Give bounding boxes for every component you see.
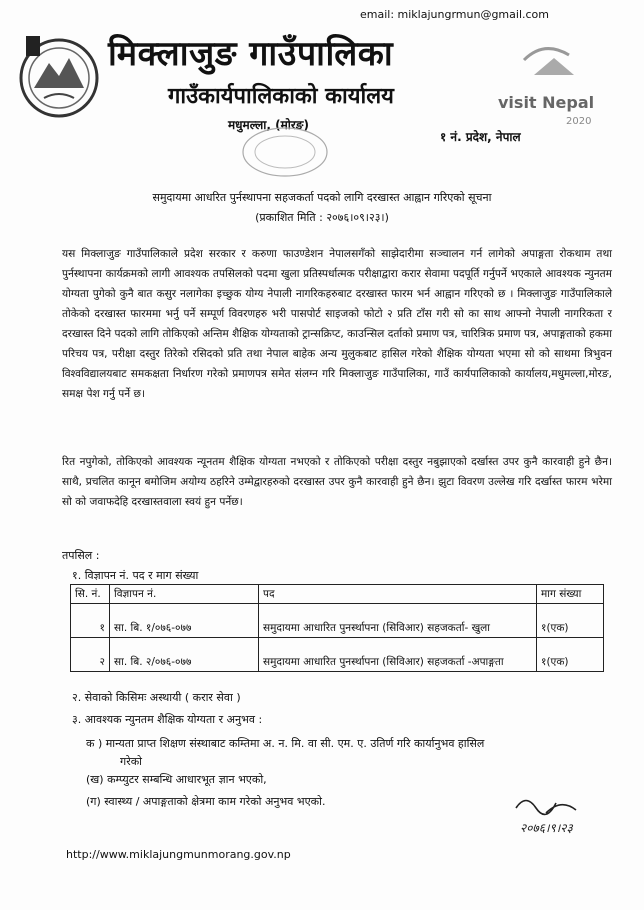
email-line: email: miklajungrmun@gmail.com	[360, 8, 549, 21]
requirement-b: (ख) कम्प्युटर सम्बन्धि आधारभूत ज्ञान भएको,	[86, 773, 267, 786]
cell-ad-no: सा. बि. १/०७६-०७७	[110, 604, 259, 638]
nepal-emblem-logo	[14, 28, 104, 124]
item-1-heading: १. विज्ञापन नं. पद र माग संख्या	[72, 569, 199, 582]
cell-sn: १	[71, 604, 110, 638]
vacancy-table	[70, 584, 604, 672]
body-paragraph-2: रित नपुगेको, तोकिएको आवश्यक न्यूनतम शैक्षिक योग्यता नभएको र तोकिएको परीक्षा दस्तुर नबुझाएको दर्खास्त उपर कुनै कारवाही हुने छैन। साथै, प्रचलित कानून बमोजिम अयोग्य ठहरिने उम्मेद्वारहरुको दरखास्त उपर कुनै कारवाही हुने छैन। झुटा विवरण उल्लेख गरि दर्खास्त फारम भरेमा सो को जवाफदेहि दरखास्तवाला स्वयं हुन पर्नेछ।	[62, 456, 612, 508]
table-header-row	[71, 585, 604, 604]
cell-ad-no: सा. बि. २/०७६-०७७	[110, 638, 259, 672]
cell-sn: २	[71, 638, 110, 672]
item-3-qualification-heading: ३. आवश्यक न्युनतम शैक्षिक योग्यता र अनुभव :	[72, 713, 263, 726]
header-post: पद	[259, 585, 537, 604]
cell-post: समुदायमा आधारित पुनर्स्थापना (सिविआर) सहजकर्ता- खुला	[259, 604, 537, 638]
table-row	[71, 604, 604, 638]
header-sn: सि. नं.	[71, 585, 110, 604]
svg-text:२०७६।९।२३: २०७६।९।२३	[520, 821, 573, 835]
handwritten-signature	[506, 788, 626, 838]
cell-count: १(एक)	[537, 604, 604, 638]
website-url: http://www.miklajungmunmorang.gov.np	[66, 848, 291, 861]
cell-post: समुदायमा आधारित पुनर्स्थापना (सिविआर) सहजकर्ता -अपाङ्गता	[259, 638, 537, 672]
requirement-a: क ) मान्यता प्राप्त शिक्षण संस्थाबाट कम्तिमा अ. न. मि. वा सी. एम. ए. उतिर्ण गरि कार्यानुभव हासिल	[86, 737, 485, 750]
svg-text:2020: 2020	[566, 116, 592, 127]
item-2-service-type: २. सेवाको किसिमः अस्थायी ( करार सेवा )	[72, 691, 241, 704]
table-row	[71, 638, 604, 672]
details-label: तपसिल :	[62, 549, 100, 562]
office-name: गाउँकार्यपालिकाको कार्यालय	[168, 84, 394, 109]
published-date: (प्रकाशित मिति : २०७६।०९।२३।)	[255, 211, 389, 224]
visit-nepal-logo	[494, 40, 614, 130]
notice-title: समुदायमा आधरित पुर्नस्थापना सहजकर्ता पदको लागि दरखास्त आह्वान गरिएको सूचना	[152, 191, 492, 204]
address: मधुमल्ला, (मोरङ)	[228, 118, 309, 132]
header-ad-no: विज्ञापन नं.	[110, 585, 259, 604]
header-count: माग संख्या	[537, 585, 604, 604]
cell-count: १(एक)	[537, 638, 604, 672]
organization-name: मिक्लाजुङ गाउँपालिका	[108, 34, 394, 74]
body-paragraph-1: यस मिक्लाजुङ गाउँपालिकाले प्रदेश सरकार र करुणा फाउण्डेशन नेपालसगँको साझेदारीमा सञ्चालन गर्न लागेको अपाङ्गता रोकथाम तथा पुर्नस्थापना कार्यक्रमको लागी आवश्यक तपसिलको पदमा खुला प्रतिस्पर्धात्मक परीक्षाद्वारा करार सेवामा पदपूर्ति गर्नुपर्ने भएकाले आवश्यक न्युनतम योग्यता पुगेको कुनै बात कसुर नलागेका इच्छुक योग्य नेपाली नागरिकहरुबाट दरखास्त फारम भर्न आह्वान गरिएको छ । मिक्लाजुङ गाउँपालिकाले तोकेको दरखास्त फारममा भर्नु पर्ने सम्पूर्ण विवरणहरु भरी पासपोर्ट साइजको फोटो २ प्रति टाँस गरी सो का साथ आफ्नो नेपाली नागरिकता र दरखास्त दिने पदको लागि तोकिएको अन्तिम शैक्षिक योग्यताको ट्रान्सक्रिप्ट, काउन्सिल दर्ताको प्रमाण पत्र, चारित्रिक प्रमाण पत्र, अपाङ्गताको हकमा परिचय पत्र, परीक्षा दस्तुर तिरेको रसिदको प्रति तथा नेपाल बाहेक अन्य मुलुकबाट हासिल गरेको शैक्षिक योग्यता भएमा सो को साथमा त्रिभुवन विश्वविद्यालयबाट समकक्षता निर्धारण गरेको प्रमाणपत्र समेत संलग्न गरि मिक्लाजुङ गाउँपालिका, गाउँ कार्यपालिकाको कार्यालय,मधुमल्ला,मोरङ, समक्ष पेश गर्नु पर्ने छ।	[62, 248, 612, 400]
requirement-c: (ग) स्वास्थ्य / अपाङ्गताको क्षेत्रमा काम गरेको अनुभव भएको.	[86, 795, 326, 808]
svg-text:visit Nepal: visit Nepal	[498, 93, 595, 112]
province: १ नं. प्रदेश, नेपाल	[440, 130, 521, 144]
office-stamp	[240, 124, 330, 180]
requirement-a-continued: गरेको	[120, 755, 142, 768]
